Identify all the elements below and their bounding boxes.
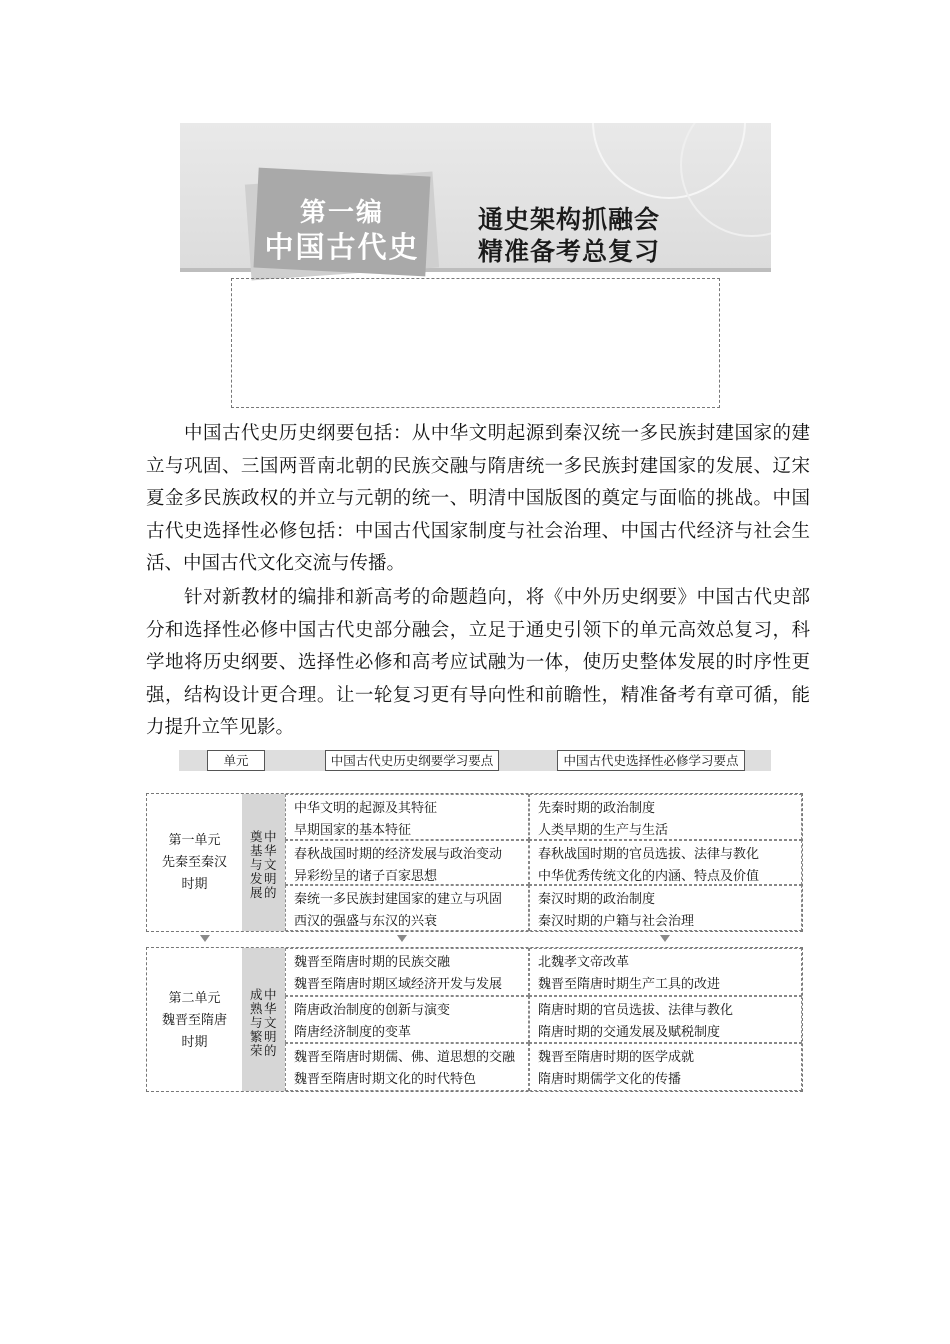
outline-cell	[285, 996, 529, 1043]
cell-line: 早期国家的基本特征	[294, 822, 412, 838]
section-title: 中国古代史	[264, 230, 420, 264]
unit-theme	[242, 794, 285, 931]
unit-cells	[285, 948, 802, 1091]
cell-line: 隋唐时期的官员选拔、法律与教化	[538, 1003, 734, 1018]
decorative-circle	[680, 123, 771, 237]
cell-line: 隋唐政治制度的创新与演变	[294, 1003, 451, 1018]
cell-line: 秦汉时期的户籍与社会治理	[538, 913, 695, 929]
cell-line: 魏晋至隋唐时期文化的时代特色	[294, 1071, 477, 1087]
cell-line: 先秦时期的政治制度	[538, 801, 656, 816]
cell-line: 异彩纷呈的诸子百家思想	[294, 868, 438, 884]
unit-theme	[242, 948, 285, 1091]
unit-name-line: 时期	[181, 877, 208, 892]
header-unit: 单元	[207, 750, 265, 771]
down-arrow-icon	[660, 935, 670, 942]
elective-cell	[529, 840, 802, 885]
cell-line: 西汉的强盛与东汉的兴衰	[294, 913, 438, 929]
intro-paragraph-1: 中国古代史历史纲要包括：从中华文明起源到秦汉统一多民族封建国家的建立与巩固、三国两晋南北朝的民族交融与隋唐统一多民族封建国家的发展、辽宋夏金多民族政权的并立与元朝的统一、明清中国版图的奠定与面临的挑战。中国古代史选择性必修包括：中国古代国家制度与社会治理、中国古代经济与社会生活、中国古代文化交流与传播。	[146, 423, 810, 574]
cell-line: 隋唐经济制度的变革	[294, 1024, 412, 1040]
cell-line: 魏晋至隋唐时期区域经济开发与发展	[294, 976, 503, 992]
cell-line: 魏晋至隋唐时期的医学成就	[538, 1050, 695, 1065]
unit-name-line: 魏晋至隋唐	[161, 1013, 227, 1028]
unit-name-line: 第二单元	[168, 991, 221, 1006]
cell-line: 人类早期的生产与生活	[538, 822, 669, 838]
cell-line: 中华优秀传统文化的内涵、特点及价值	[538, 868, 760, 884]
unit-name-line: 先秦至秦汉	[161, 855, 227, 870]
cell-line: 春秋战国时期的经济发展与政治变动	[294, 847, 503, 862]
theme-col-left: 奠基与发展	[250, 829, 263, 900]
banner-title	[478, 204, 660, 268]
cell-line: 春秋战国时期的官员选拔、法律与教化	[538, 847, 760, 862]
unit-name	[147, 830, 242, 896]
elective-cell	[529, 794, 802, 840]
cell-line: 魏晋至隋唐时期的民族交融	[294, 955, 451, 970]
banner-title-line1: 通史架构抓融会	[478, 205, 661, 234]
section-tag-text	[256, 196, 428, 264]
down-arrow-icon	[397, 935, 407, 942]
unit-name-line: 时期	[181, 1035, 208, 1050]
cell-line: 隋唐时期的交通发展及赋税制度	[538, 1024, 721, 1040]
cell-line: 隋唐时期儒学文化的传播	[538, 1071, 682, 1087]
banner-title-line2: 精准备考总复习	[478, 237, 661, 266]
empty-dashed-box	[231, 278, 720, 408]
theme-col-right: 中华文明的	[264, 987, 277, 1058]
unit-block-2	[146, 947, 803, 1092]
theme-col-right: 中华文明的	[264, 829, 277, 900]
outline-cell	[285, 840, 529, 885]
elective-cell	[529, 1043, 802, 1091]
cell-line: 魏晋至隋唐时期生产工具的改进	[538, 976, 721, 992]
unit-name-line: 第一单元	[168, 833, 221, 848]
section-number: 第一编	[299, 198, 384, 228]
unit-cells	[285, 794, 802, 931]
header-outline-points: 中国古代史历史纲要学习要点	[325, 750, 499, 771]
outline-cell	[285, 948, 529, 996]
elective-cell	[529, 885, 802, 931]
intro-paragraph-2: 针对新教材的编排和新高考的命题趋向，将《中外历史纲要》中国古代史部分和选择性必修中国古代史部分融会，立足于通史引领下的单元高效总复习，科学地将历史纲要、选择性必修和高考应试融为一体，使历史整体发展的时序性更强，结构设计更合理。让一轮复习更有导向性和前瞻性，精准备考有章可循，能力提升立竿见影。	[146, 587, 810, 738]
elective-cell	[529, 948, 802, 996]
cell-line: 北魏孝文帝改革	[538, 955, 630, 970]
cell-line: 秦统一多民族封建国家的建立与巩固	[294, 892, 503, 907]
theme-col-left: 成熟与繁荣	[250, 987, 263, 1058]
header-elective-points: 中国古代史选择性必修学习要点	[557, 750, 745, 771]
cell-line: 魏晋至隋唐时期儒、佛、道思想的交融	[294, 1050, 516, 1065]
elective-cell	[529, 996, 802, 1043]
cell-line: 中华文明的起源及其特征	[294, 801, 438, 816]
cell-line: 秦汉时期的政治制度	[538, 892, 656, 907]
outline-cell	[285, 1043, 529, 1091]
outline-cell	[285, 885, 529, 931]
outline-cell	[285, 794, 529, 840]
down-arrow-icon	[200, 935, 210, 942]
unit-block-1	[146, 793, 803, 932]
unit-name	[147, 988, 242, 1054]
